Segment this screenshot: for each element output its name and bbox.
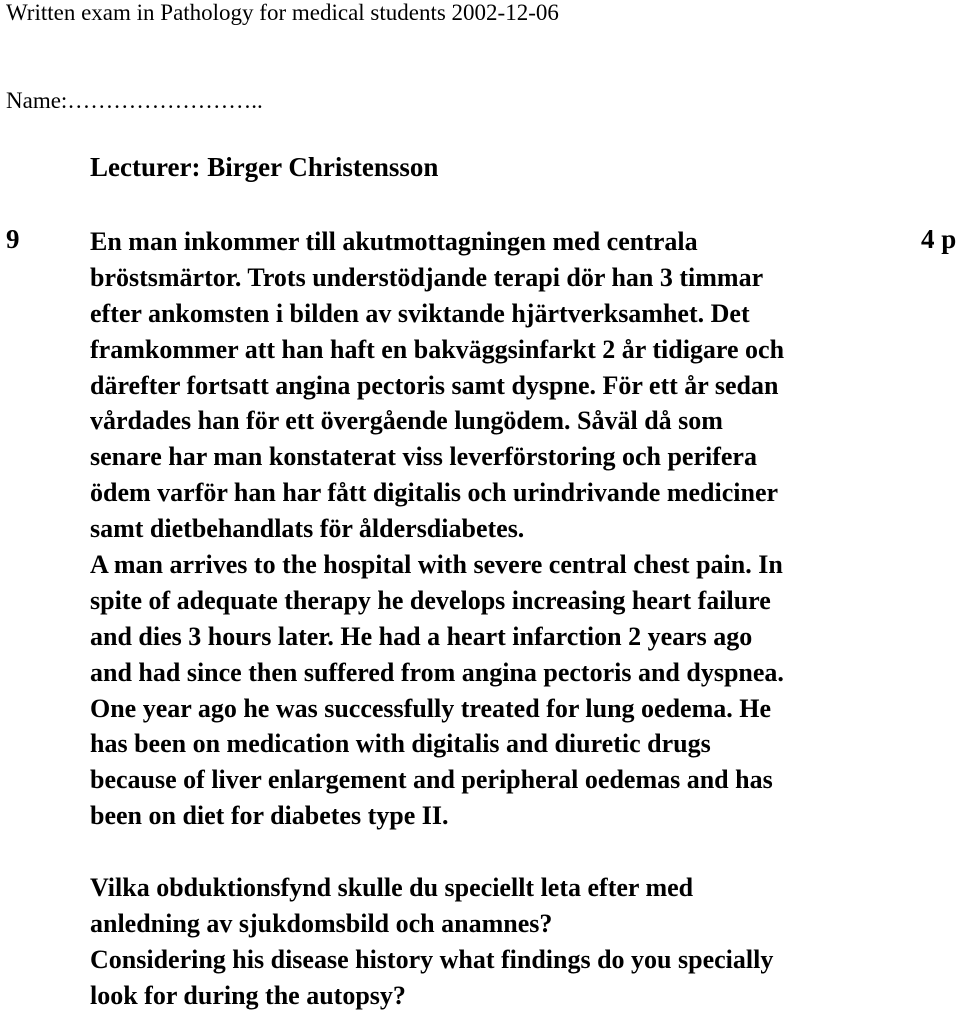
question-prompt xyxy=(90,870,920,1014)
swedish-line: ödem varför han har fått digitalis och urindrivande mediciner xyxy=(90,478,779,508)
question-text-swedish xyxy=(90,224,920,547)
lecturer-name: Lecturer: Birger Christensson xyxy=(90,152,439,182)
prompt-english-line: look for during the autopsy? xyxy=(90,980,406,1010)
swedish-line: framkommer att han haft en bakväggsinfarkt 2 år tidigare och xyxy=(90,334,785,364)
swedish-line: vårdades han för ett övergående lungödem. Såväl då som xyxy=(90,406,723,436)
question-body xyxy=(90,224,920,1014)
paragraph-gap xyxy=(90,834,920,870)
question-number: 9 xyxy=(6,224,20,254)
name-field: Name:…………………….. xyxy=(6,88,263,113)
prompt-swedish-line: Vilka obduktionsfynd skulle du speciellt leta efter med xyxy=(90,873,694,903)
swedish-line: därefter fortsatt angina pectoris samt dyspne. För ett år sedan xyxy=(90,370,779,400)
english-line: One year ago he was successfully treated for lung oedema. He xyxy=(90,693,771,723)
exam-title: Written exam in Pathology for medical students 2002-12-06 xyxy=(6,0,559,25)
english-line: and had since then suffered from angina pectoris and dyspnea. xyxy=(90,657,784,687)
english-line: has been on medication with digitalis and diuretic drugs xyxy=(90,729,711,759)
question-text-english xyxy=(90,547,920,834)
prompt-swedish-line: anledning av sjukdomsbild och anamnes? xyxy=(90,908,553,938)
english-line: been on diet for diabetes type II. xyxy=(90,801,449,831)
swedish-line: bröstsmärtor. Trots understödjande terapi dör han 3 timmar xyxy=(90,262,764,292)
swedish-line: efter ankomsten i bilden av sviktande hjärtverksamhet. Det xyxy=(90,298,750,328)
english-line: A man arrives to the hospital with severe central chest pain. In xyxy=(90,550,783,580)
prompt-english-line: Considering his disease history what findings do you specially xyxy=(90,944,774,974)
swedish-line: samt dietbehandlats för åldersdiabetes. xyxy=(90,514,525,544)
question-points: 4 p xyxy=(921,224,957,254)
swedish-line: En man inkommer till akutmottagningen med centrala xyxy=(90,227,698,256)
english-line: spite of adequate therapy he develops increasing heart failure xyxy=(90,585,771,615)
swedish-line: senare har man konstaterat viss leverförstoring och perifera xyxy=(90,442,757,472)
english-line: because of liver enlargement and peripheral oedemas and has xyxy=(90,765,773,795)
english-line: and dies 3 hours later. He had a heart infarction 2 years ago xyxy=(90,621,753,651)
